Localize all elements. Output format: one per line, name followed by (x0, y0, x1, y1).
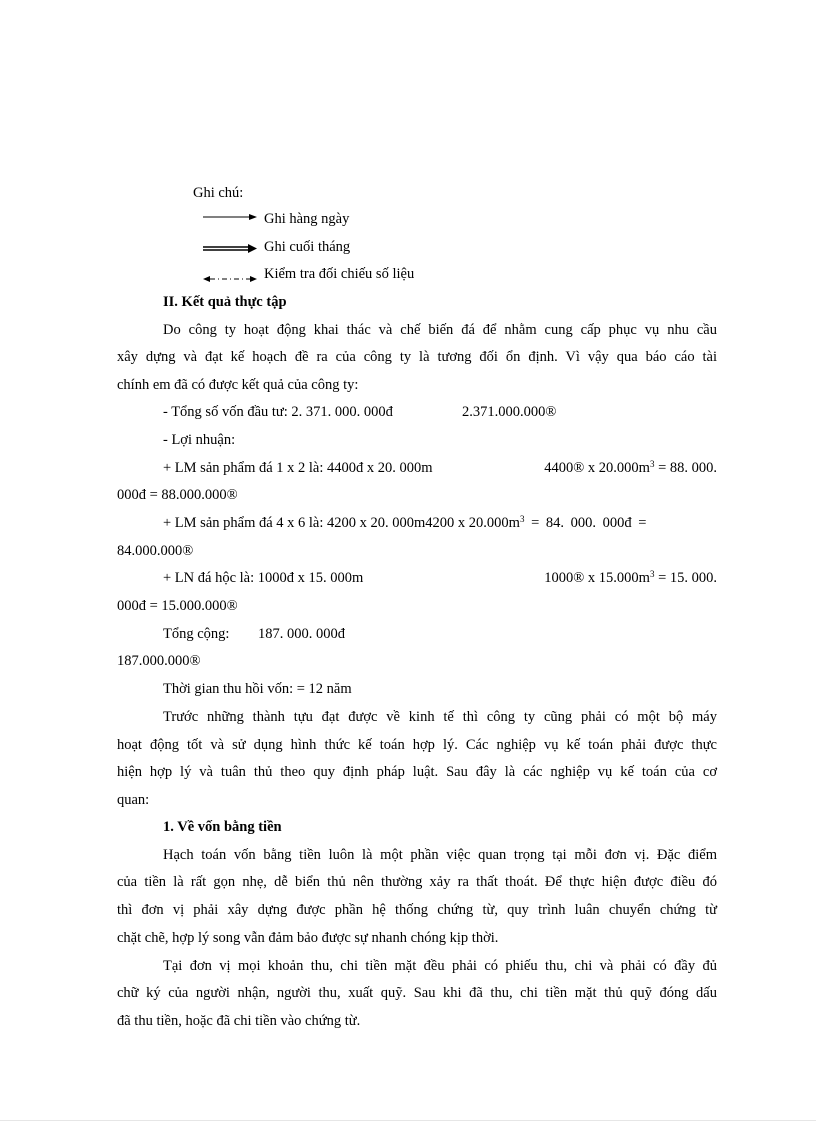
profit-item-left: + LM sản phẩm đá 1 x 2 là: 4400đ x 20. 000m (163, 460, 433, 476)
paragraph-line: chặt chẽ, hợp lý song vẫn đảm bảo được sự nhanh chóng kịp thời. (117, 930, 499, 946)
profit-item-right-text: 4400® x 20.000m (544, 460, 650, 476)
paragraph-line: Hạch toán vốn bằng tiền luôn là một phần việc quan trọng tại mỗi đơn vị. Đặc điểm (163, 847, 717, 863)
profit-item-line (163, 516, 717, 531)
total-label: Tổng cộng: (163, 626, 230, 642)
profit-item-left: + LN đá hộc là: 1000đ x 15. 000m (163, 570, 364, 586)
total-value: 187. 000. 000đ (258, 626, 345, 642)
paragraph-line: thì đơn vị phải xây dựng được phần hệ thống chứng từ, quy trình luân chuyển chứng từ (117, 902, 717, 918)
profit-item-left: + LM sản phẩm đá 4 x 6 là: 4200 x 20. 000m4200 x 20.000m (163, 515, 520, 531)
profit-item-right (510, 571, 717, 586)
paragraph-line: Trước những thành tựu đạt được về kinh tế thì công ty cũng phải có một bộ máy (163, 709, 717, 725)
capital-label: - Tổng số vốn đầu tư: 2. 371. 000. 000đ (163, 404, 393, 420)
legend-item-daily: Ghi hàng ngày (264, 211, 350, 227)
superscript: 3 (519, 514, 525, 524)
profit-item-cont: 000đ = 88.000.000® (117, 487, 238, 503)
profit-item-right: = 84. 000. 000đ = (524, 515, 647, 531)
intro-line: chính em đã có được kết quả của công ty: (117, 377, 359, 393)
intro-line: Do công ty hoạt động khai thác và chế biến đá để nhằm cung cấp phục vụ nhu cầu (163, 322, 717, 338)
superscript: 3 (649, 569, 655, 579)
total-cont: 187.000.000® (117, 653, 201, 669)
thick-arrow-icon (203, 242, 258, 256)
profit-item-right-text: = 15. 000. (654, 570, 717, 586)
paragraph-line: của tiền là rất gọn nhẹ, dễ biển thủ nên thường xảy ra thất thoát. Để thực hiện được điều đó (117, 874, 717, 890)
capital-value: 2.371.000.000® (462, 404, 557, 420)
paragraph-line: hiện hợp lý và tuân thủ theo quy định pháp luật. Sau đây là các nghiệp vụ kế toán của cơ (117, 764, 717, 780)
intro-line: xây dựng và đạt kế hoạch đề ra của công ty là tương đối ổn định. Vì vậy qua báo cáo tài (117, 349, 717, 365)
profit-item-cont: 84.000.000® (117, 543, 194, 559)
profit-item-right-text: = 88. 000. (654, 460, 717, 476)
paragraph-line: Tại đơn vị mọi khoản thu, chi tiền mặt đều phải có phiếu thu, chi và phải có đầy đủ (163, 958, 717, 974)
paragraph-line: chữ ký của người nhận, người thu, xuất quỹ. Sau khi đã thu, chi tiền mặt thủ quỹ đóng dấu (117, 985, 717, 1001)
profit-item-right-text: 1000® x 15.000m (544, 570, 650, 586)
superscript: 3 (649, 459, 655, 469)
profit-item-cont: 000đ = 15.000.000® (117, 598, 238, 614)
profit-item-right (510, 461, 717, 476)
legend-item-monthly: Ghi cuối tháng (264, 239, 351, 255)
section-heading-cash: 1. Về vốn bằng tiền (163, 819, 282, 835)
dashed-double-arrow-icon (203, 273, 258, 285)
page-bottom-edge (0, 1120, 816, 1121)
profit-label: - Lợi nhuận: (163, 432, 236, 448)
paragraph-line: quan: (117, 792, 150, 808)
paragraph-line: hoạt động tốt và sử dụng hình thức kế toán hợp lý. Các nghiệp vụ kế toán phải được thực (117, 737, 717, 753)
legend-title: Ghi chú: (193, 185, 244, 201)
section-heading-results: II. Kết quả thực tập (163, 294, 287, 310)
thin-arrow-icon (203, 211, 258, 223)
payback-line: Thời gian thu hồi vốn: = 12 năm (163, 681, 352, 697)
paragraph-line: đã thu tiền, hoặc đã chi tiền vào chứng từ. (117, 1013, 361, 1029)
legend-item-check: Kiểm tra đối chiếu số liệu (264, 266, 415, 282)
